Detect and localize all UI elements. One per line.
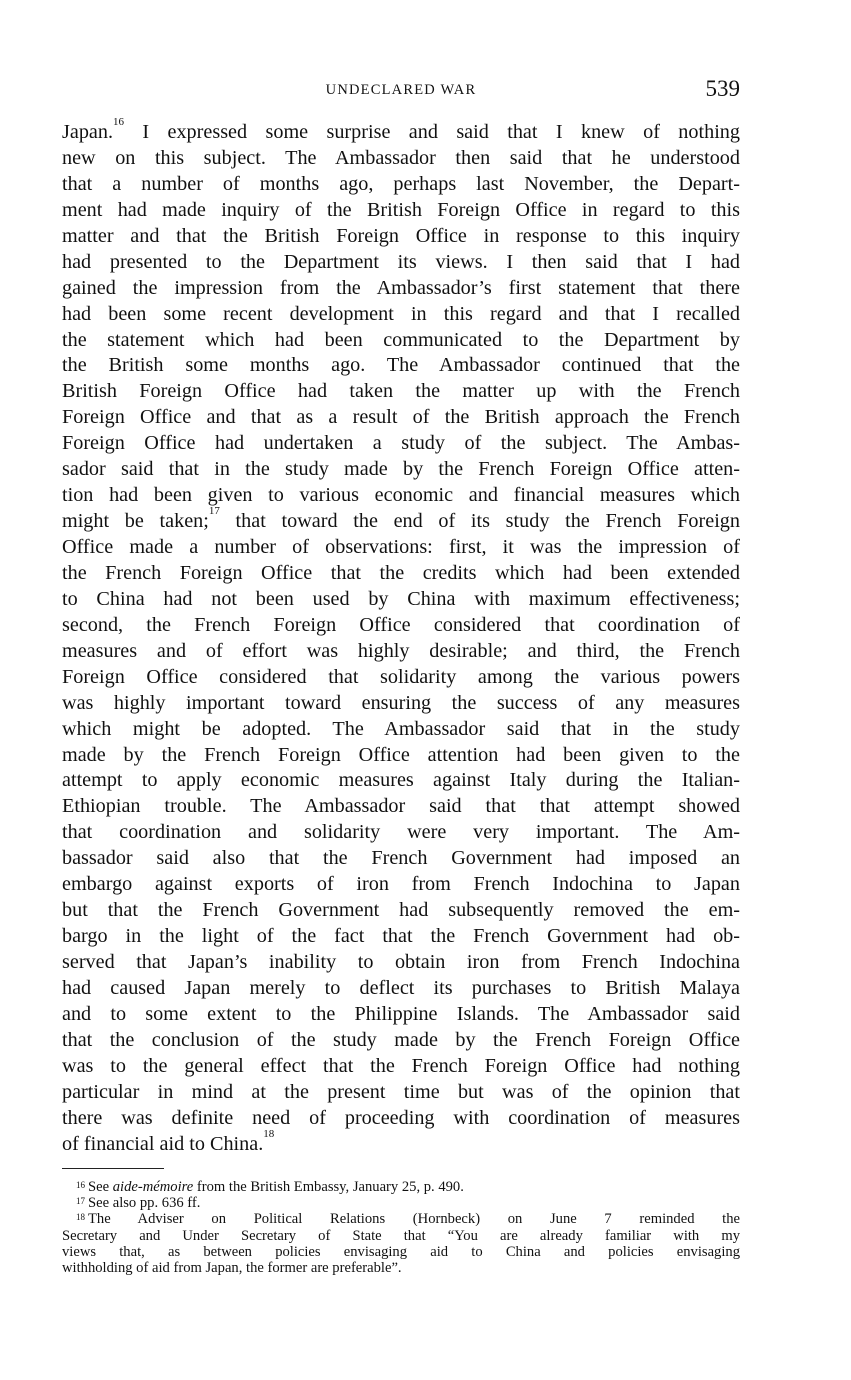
footnote-reference: 16 bbox=[113, 116, 125, 128]
text-line: particular in mind at the present time but was of the opinion that bbox=[62, 1080, 740, 1103]
footnote-mark: 16 bbox=[76, 1179, 85, 1190]
footnote-text: from the British Embassy, January 25, p. 490. bbox=[193, 1178, 464, 1195]
text-line: was highly important toward ensuring the success of any measures bbox=[62, 691, 740, 714]
footnote-mark: 18 bbox=[76, 1212, 85, 1223]
text-line: ment had made inquiry of the British Foreign Office in regard to this bbox=[62, 198, 740, 221]
footnote-mark: 17 bbox=[76, 1195, 85, 1206]
text-line: had caused Japan merely to deflect its purchases to British Malaya bbox=[62, 976, 740, 999]
body-text bbox=[62, 116, 740, 1158]
footnote-italic-term: aide-mémoire bbox=[112, 1178, 194, 1195]
text-line: matter and that the British Foreign Office in response to this inquiry bbox=[62, 224, 740, 247]
text-line: tion had been given to various economic and financial measures which bbox=[62, 484, 740, 507]
line-text: of financial aid to China. bbox=[62, 1132, 264, 1155]
text-line: gained the impression from the Ambassador’s first statement that there bbox=[62, 276, 740, 299]
text-line: the French Foreign Office that the credits which had been extended bbox=[62, 561, 740, 584]
line-text: I expressed some surprise and said that I knew of nothing bbox=[124, 121, 740, 143]
text-line: Foreign Office had undertaken a study of the subject. The Ambas- bbox=[62, 432, 740, 455]
text-line: Foreign Office and that as a result of the British approach the French bbox=[62, 406, 740, 429]
book-page bbox=[62, 76, 740, 1277]
text-line: the British some months ago. The Ambassador continued that the bbox=[62, 354, 740, 377]
text-line: bargo in the light of the fact that the French Government had ob- bbox=[62, 925, 740, 948]
text-line: which might be adopted. The Ambassador said that in the study bbox=[62, 717, 740, 740]
text-line bbox=[62, 505, 740, 535]
text-line: attempt to apply economic measures against Italy during the Italian- bbox=[62, 769, 740, 792]
footnote-17 bbox=[62, 1195, 740, 1211]
text-line: bassador said also that the French Government had imposed an bbox=[62, 847, 740, 870]
text-line: had presented to the Department its views. I then said that I had bbox=[62, 250, 740, 273]
footnote-18-line: views that, as between policies envisaging aid to China and policies envisaging bbox=[62, 1244, 740, 1261]
footnote-16 bbox=[62, 1179, 740, 1195]
text-line: was to the general effect that the French Foreign Office had nothing bbox=[62, 1054, 740, 1077]
footnote-text: The Adviser on Political Relations (Hornbeck) on June 7 reminded the bbox=[88, 1211, 740, 1228]
footnote-18-line bbox=[62, 1211, 740, 1227]
text-line: served that Japan’s inability to obtain iron from French Indochina bbox=[62, 951, 740, 973]
text-line: that coordination and solidarity were very important. The Am- bbox=[62, 821, 740, 844]
text-line: there was definite need of proceeding with coordination of measures bbox=[62, 1106, 740, 1129]
text-line: Office made a number of observations: first, it was the impression of bbox=[62, 536, 740, 558]
line-text: Japan. bbox=[62, 121, 114, 143]
text-line: but that the French Government had subsequently removed the em- bbox=[62, 899, 740, 922]
text-line bbox=[62, 1127, 740, 1158]
text-line: embargo against exports of iron from French Indochina to Japan bbox=[62, 873, 740, 896]
text-line: made by the French Foreign Office attention had been given to the bbox=[62, 743, 740, 766]
line-text: might be taken; bbox=[62, 510, 209, 533]
text-line: measures and of effort was highly desirable; and third, the French bbox=[62, 639, 740, 662]
text-line: British Foreign Office had taken the matter up with the French bbox=[62, 380, 740, 403]
footnote-text: See bbox=[88, 1178, 113, 1195]
text-line: the statement which had been communicated to the Department by bbox=[62, 328, 740, 351]
text-line: had been some recent development in this regard and that I recalled bbox=[62, 302, 740, 325]
footnote-text: See also pp. 636 ff. bbox=[88, 1194, 201, 1211]
text-line: to China had not been used by China with maximum effectiveness; bbox=[62, 587, 740, 610]
text-line: sador said that in the study made by the French Foreign Office atten- bbox=[62, 458, 740, 481]
text-line: that the conclusion of the study made by the French Foreign Office bbox=[62, 1028, 740, 1051]
footnote-18-line: withholding of aid from Japan, the former are preferable”. bbox=[62, 1260, 402, 1277]
footnotes bbox=[62, 1179, 740, 1277]
text-line: that a number of months ago, perhaps last November, the Depart- bbox=[62, 172, 740, 195]
text-line bbox=[62, 116, 740, 146]
footnote-reference: 17 bbox=[208, 505, 220, 518]
running-head bbox=[62, 76, 740, 106]
footnote-reference: 18 bbox=[263, 1127, 275, 1140]
line-text: that toward the end of its study the French Foreign bbox=[219, 510, 740, 533]
footnote-rule bbox=[62, 1168, 164, 1169]
text-line: and to some extent to the Philippine Islands. The Ambassador said bbox=[62, 1002, 740, 1025]
running-head-title: UNDECLARED WAR bbox=[325, 82, 477, 98]
text-line: second, the French Foreign Office considered that coordination of bbox=[62, 613, 740, 636]
text-line: Foreign Office considered that solidarity among the various powers bbox=[62, 665, 740, 688]
footnote-18-line: Secretary and Under Secretary of State that “You are already familiar with my bbox=[62, 1227, 740, 1244]
text-line: Ethiopian trouble. The Ambassador said that that attempt showed bbox=[62, 795, 740, 818]
page-number: 539 bbox=[705, 76, 740, 101]
text-line: new on this subject. The Ambassador then said that he understood bbox=[62, 146, 740, 169]
